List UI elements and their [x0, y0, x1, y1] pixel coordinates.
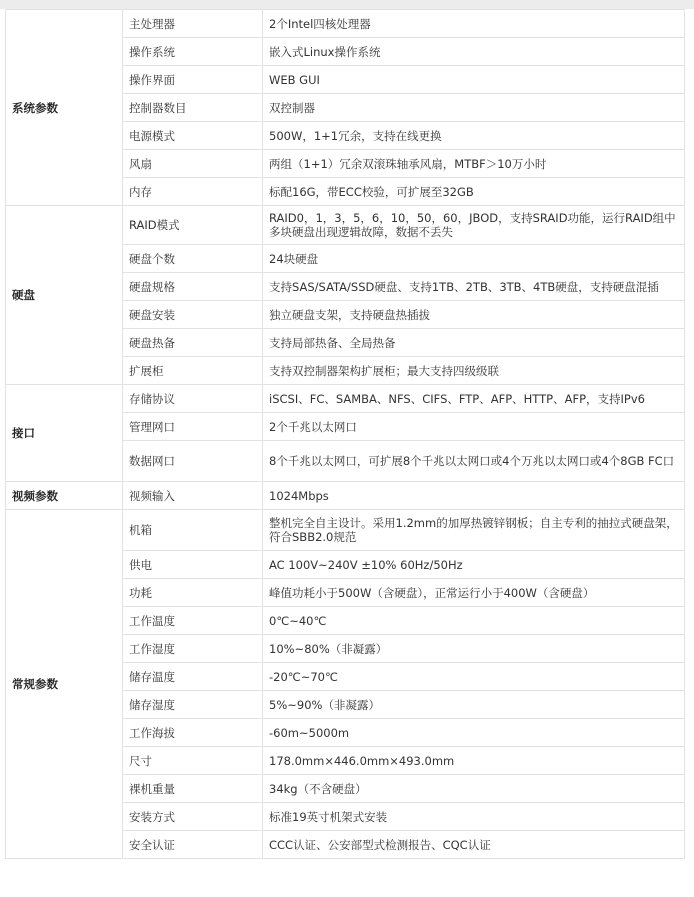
param-value: -60m~5000m: [263, 719, 685, 747]
param-value: 178.0mm×446.0mm×493.0mm: [263, 747, 685, 775]
category-cell: 常规参数: [6, 510, 123, 859]
param-value: 10%~80%（非凝露）: [263, 635, 685, 663]
param-value: 2个Intel四核处理器: [263, 10, 685, 38]
param-name: 工作温度: [123, 607, 263, 635]
param-name: 硬盘热备: [123, 329, 263, 357]
table-row: [6, 10, 685, 38]
param-name: 数据网口: [123, 441, 263, 482]
category-cell: 接口: [6, 385, 123, 482]
param-name: 供电: [123, 551, 263, 579]
param-name: 存储协议: [123, 385, 263, 413]
category-cell: 系统参数: [6, 10, 123, 206]
param-value: 2个千兆以太网口: [263, 413, 685, 441]
param-name: 安全认证: [123, 831, 263, 859]
param-value: WEB GUI: [263, 66, 685, 94]
param-value: 两组（1+1）冗余双滚珠轴承风扇，MTBF＞10万小时: [263, 150, 685, 178]
param-name: 电源模式: [123, 122, 263, 150]
param-name: 尺寸: [123, 747, 263, 775]
param-value: 24块硬盘: [263, 245, 685, 273]
param-name: 内存: [123, 178, 263, 206]
param-name: 操作系统: [123, 38, 263, 66]
param-value: 500W，1+1冗余，支持在线更换: [263, 122, 685, 150]
param-value: -20℃~70℃: [263, 663, 685, 691]
param-value: 支持双控制器架构扩展柜；最大支持四级级联: [263, 357, 685, 385]
param-value: 支持局部热备、全局热备: [263, 329, 685, 357]
param-name: 工作湿度: [123, 635, 263, 663]
param-name: 主处理器: [123, 10, 263, 38]
param-name: 控制器数目: [123, 94, 263, 122]
param-value: 标准19英寸机架式安装: [263, 803, 685, 831]
param-value: 1024Mbps: [263, 482, 685, 510]
param-value: 峰值功耗小于500W（含硬盘），正常运行小于400W（含硬盘）: [263, 579, 685, 607]
param-name: 硬盘个数: [123, 245, 263, 273]
table-row: [6, 206, 685, 245]
param-value: iSCSI、FC、SAMBA、NFS、CIFS、FTP、AFP、HTTP、AFP，支持IPv6: [263, 385, 685, 413]
param-value: 整机完全自主设计。采用1.2mm的加厚热镀锌钢板；自主专利的抽拉式硬盘架，符合SBB2.0规范: [263, 510, 685, 551]
param-name: 功耗: [123, 579, 263, 607]
param-value: CCC认证、公安部型式检测报告、CQC认证: [263, 831, 685, 859]
param-value: RAID0，1，3，5，6，10，50，60，JBOD，支持SRAID功能，运行RAID组中多块硬盘出现逻辑故障，数据不丢失: [263, 206, 685, 245]
param-value: 0℃~40℃: [263, 607, 685, 635]
param-name: 扩展柜: [123, 357, 263, 385]
param-value: 8个千兆以太网口，可扩展8个千兆以太网口或4个万兆以太网口或4个8GB FC口: [263, 441, 685, 482]
spec-table: [5, 9, 685, 859]
table-row: [6, 510, 685, 551]
param-name: RAID模式: [123, 206, 263, 245]
top-border-strip: [0, 0, 694, 9]
category-cell: 视频参数: [6, 482, 123, 510]
param-name: 硬盘规格: [123, 273, 263, 301]
param-name: 裸机重量: [123, 775, 263, 803]
param-value: 34kg（不含硬盘）: [263, 775, 685, 803]
param-name: 机箱: [123, 510, 263, 551]
param-name: 储存温度: [123, 663, 263, 691]
param-name: 操作界面: [123, 66, 263, 94]
param-value: 支持SAS/SATA/SSD硬盘、支持1TB、2TB、3TB、4TB硬盘，支持硬盘混插: [263, 273, 685, 301]
param-name: 风扇: [123, 150, 263, 178]
param-value: 双控制器: [263, 94, 685, 122]
param-value: 5%~90%（非凝露）: [263, 691, 685, 719]
category-cell: 硬盘: [6, 206, 123, 385]
param-name: 工作海拔: [123, 719, 263, 747]
param-value: 嵌入式Linux操作系统: [263, 38, 685, 66]
param-name: 管理网口: [123, 413, 263, 441]
param-value: AC 100V~240V ±10% 60Hz/50Hz: [263, 551, 685, 579]
param-value: 独立硬盘支架，支持硬盘热插拔: [263, 301, 685, 329]
param-name: 硬盘安装: [123, 301, 263, 329]
table-row: [6, 482, 685, 510]
param-name: 安装方式: [123, 803, 263, 831]
param-name: 储存湿度: [123, 691, 263, 719]
table-row: [6, 385, 685, 413]
param-name: 视频输入: [123, 482, 263, 510]
param-value: 标配16G，带ECC校验，可扩展至32GB: [263, 178, 685, 206]
